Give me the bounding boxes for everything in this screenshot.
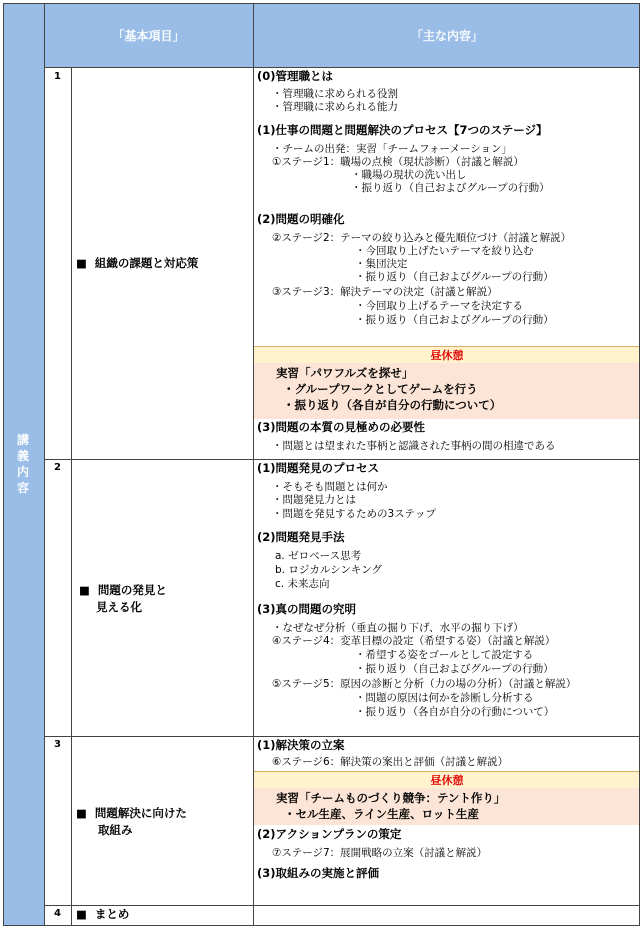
item: b. ロジカルシンキング xyxy=(275,564,382,576)
topic-3: ■ 問題解決に向けた 取組み xyxy=(76,806,187,837)
heading: (3)問題の本質の見極めの必要性 xyxy=(257,420,426,434)
exercise-title: 実習「チームものづくり競争：テント作り」 xyxy=(276,791,506,805)
exercise-item: ・セル生産、ライン生産、ロット生産 xyxy=(284,807,479,821)
item: ・問題を発見するための3ステップ xyxy=(272,508,436,520)
item: ・集団決定 xyxy=(355,258,408,270)
header-col2: 「主な内容」 xyxy=(410,29,483,43)
heading: (0)管理職とは xyxy=(257,69,334,83)
item: ⑤ステージ5：原因の診断と分析（力の場の分析）（討議と解説） xyxy=(272,678,577,690)
grid-line xyxy=(3,3,4,925)
grid-line xyxy=(3,925,640,926)
heading: (3)取組みの実施と評価 xyxy=(257,866,380,880)
item: ・問題発見力とは xyxy=(272,494,356,506)
item: ・チームの出発：実習「チームフォーメーション」 xyxy=(272,143,513,155)
item: ・職場の現状の洗い出し xyxy=(351,169,467,181)
item: ④ステージ4：変革目標の設定（希望する姿）（討議と解説） xyxy=(272,635,556,647)
item: ・今回取り上げたいテーマを絞り込む xyxy=(355,245,534,257)
heading: (1)問題発見のプロセス xyxy=(257,461,380,475)
side-bar xyxy=(3,67,44,925)
item: ・なぜなぜ分析（垂直の掘り下げ、水平の掘り下げ） xyxy=(272,622,524,634)
grid-line xyxy=(44,459,640,460)
grid-line xyxy=(44,736,640,737)
heading: (3)真の問題の究明 xyxy=(257,602,357,616)
grid-line xyxy=(71,67,72,925)
grid-line xyxy=(44,3,45,925)
grid-line xyxy=(44,67,640,68)
topic-1: ■ 組織の課題と対応策 xyxy=(76,256,199,270)
item: ・振り返り（自己およびグループの行動） xyxy=(355,663,554,675)
item: ①ステージ1：職場の点検（現状診断）（討議と解説） xyxy=(272,156,524,168)
item: ・振り返り（自己およびグループの行動） xyxy=(351,182,550,194)
heading: (2)アクションプランの策定 xyxy=(257,827,402,841)
item: ・問題の原因は何かを診断し分析する xyxy=(355,692,534,704)
grid-line xyxy=(253,3,254,925)
lunch-break-2: 昼休憩 xyxy=(254,771,640,790)
item: ・管理職に求められる役割 xyxy=(272,88,398,100)
heading: (2)問題の明確化 xyxy=(257,212,345,226)
item: ・希望する姿をゴールとして設定する xyxy=(355,649,534,661)
topic-2: ■ 問題の発見と 見える化 xyxy=(79,583,167,614)
item: ・振り返り（自己およびグループの行動） xyxy=(355,314,554,326)
heading: (1)解決策の立案 xyxy=(257,738,345,752)
item: ・今回取り上げるテーマを決定する xyxy=(355,300,523,312)
section-number: 4 xyxy=(54,908,61,919)
section-number: 1 xyxy=(54,71,61,82)
topic-4: ■ まとめ xyxy=(76,907,130,921)
grid-line xyxy=(44,905,640,906)
item: ・そもそも問題とは何か xyxy=(272,481,388,493)
item: ⑥ステージ6：解決策の案出と評価（討議と解説） xyxy=(272,756,509,768)
item: ・問題とは望まれた事柄と認識された事柄の間の相違である xyxy=(272,440,556,452)
header-col1: 「基本項目」 xyxy=(112,29,185,43)
item: a. ゼロベース思考 xyxy=(275,550,362,562)
item: ⑦ステージ7：展開戦略の立案（討議と解説） xyxy=(272,847,488,859)
section-number: 2 xyxy=(54,462,61,473)
heading: (2)問題発見手法 xyxy=(257,530,345,544)
grid-line xyxy=(3,3,640,4)
item: ・管理職に求められる能力 xyxy=(272,101,398,113)
item: c. 未来志向 xyxy=(275,578,330,590)
item: ③ステージ3：解決テーマの決定（討議と解説） xyxy=(272,286,498,298)
item: ・振り返り（自己およびグループの行動） xyxy=(355,271,554,283)
exercise-title: 実習「パワフルズを探せ」 xyxy=(276,366,414,380)
item: ②ステージ2：テーマの絞り込みと優先順位づけ（討議と解説） xyxy=(272,232,572,244)
exercise-item: ・グループワークとしてゲームを行う xyxy=(283,382,478,396)
grid-line xyxy=(639,3,640,925)
side-label: 講 義 内 容 xyxy=(16,433,29,495)
exercise-item: ・振り返り（各自が自分の行動について） xyxy=(283,398,502,412)
section-number: 3 xyxy=(54,739,61,750)
item: ・振り返り（各自が自分の行動について） xyxy=(355,706,555,718)
lunch-break-1: 昼休憩 xyxy=(254,346,640,365)
heading: (1)仕事の問題と問題解決のプロセス【7つのステージ】 xyxy=(257,123,548,137)
